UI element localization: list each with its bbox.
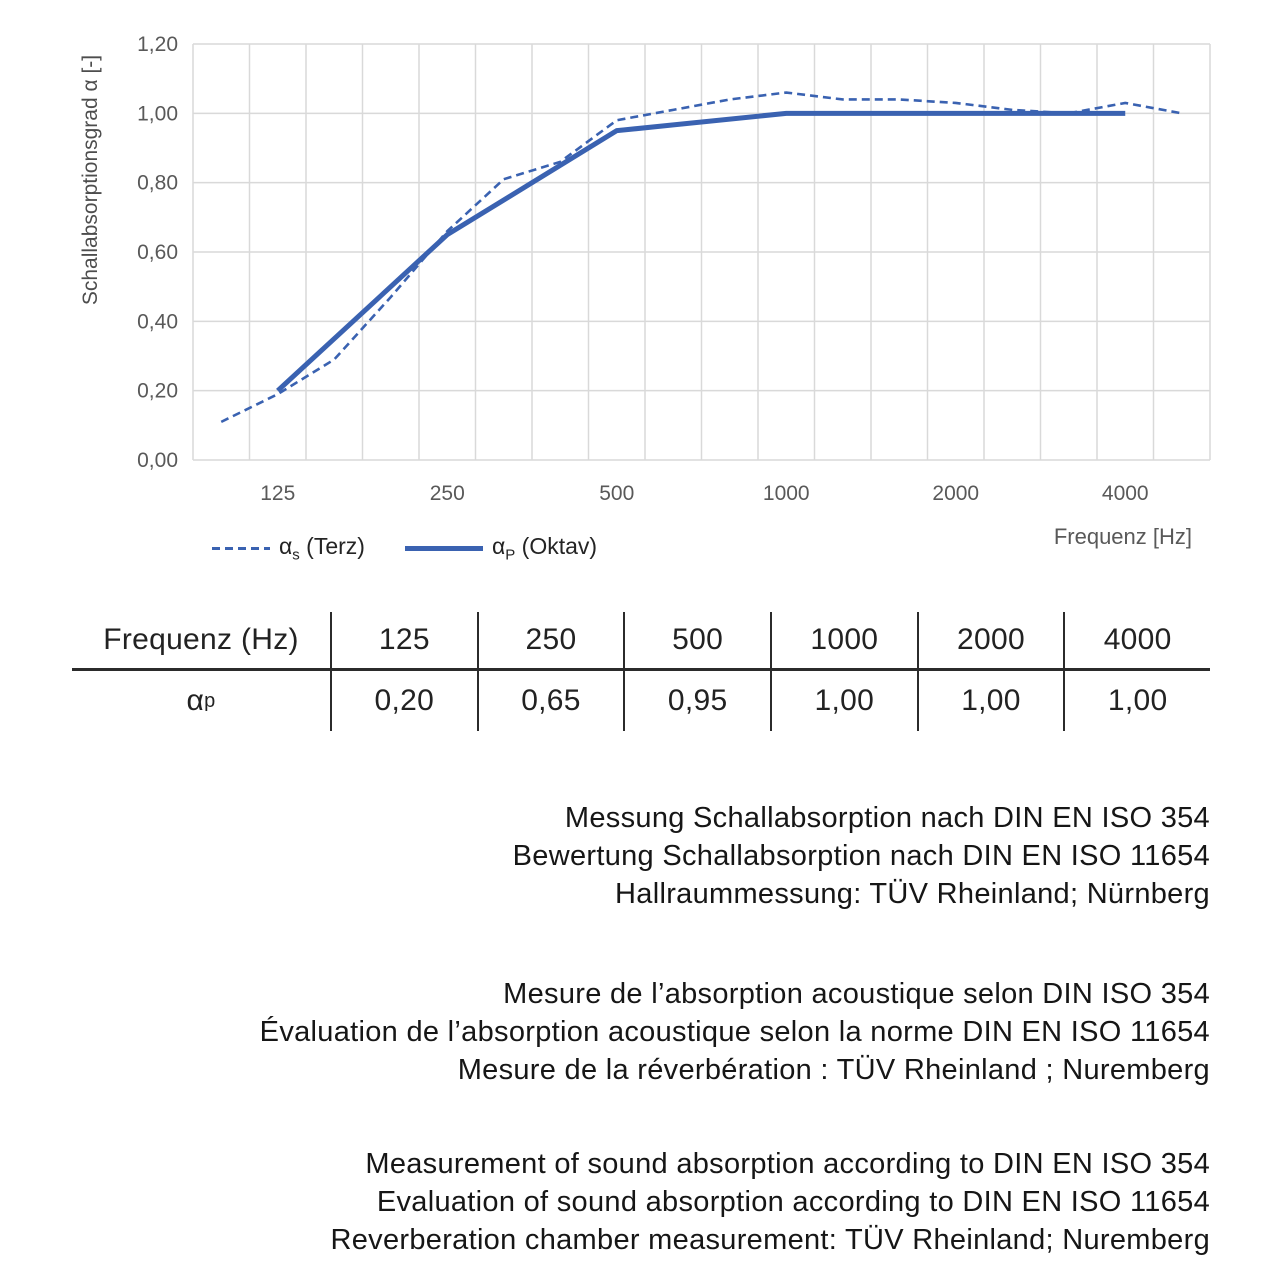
x-tick-label: 250 <box>429 482 465 505</box>
y-axis-tick-labels <box>137 33 178 472</box>
x-axis-tick-labels <box>260 482 1148 505</box>
dashed-line-swatch <box>212 547 270 550</box>
text-line: Evaluation of sound absorption according to DIN EN ISO 11654 <box>376 1186 1210 1218</box>
table-header-freq: 4000 <box>1063 612 1210 671</box>
alpha-symbol: α <box>186 684 205 717</box>
text-line: Reverberation chamber measurement: TÜV Rheinland; Nuremberg <box>330 1224 1210 1256</box>
table-header-freq: 1000 <box>770 612 917 671</box>
table-value: 0,20 <box>330 671 477 731</box>
text-block-english <box>330 1145 1210 1259</box>
legend-subscript: P <box>505 546 516 564</box>
y-tick-label: 1,20 <box>137 33 178 56</box>
legend-item-oktav <box>405 533 597 564</box>
absorption-chart <box>0 0 1280 560</box>
y-axis-title: Schallabsorptionsgrad α [-] <box>79 54 102 306</box>
x-tick-label: 2000 <box>932 482 980 505</box>
y-tick-label: 0,60 <box>137 241 178 264</box>
legend-label-oktav <box>492 533 597 564</box>
table-header-freq: 125 <box>330 612 477 671</box>
table-value: 0,95 <box>623 671 770 731</box>
table-value: 1,00 <box>1063 671 1210 731</box>
legend-symbol: α <box>279 533 293 559</box>
alpha-subscript: p <box>204 689 216 712</box>
table-value: 1,00 <box>917 671 1064 731</box>
text-line: Évaluation de l’absorption acoustique selon la norme DIN EN ISO 11654 <box>259 1016 1210 1048</box>
table-value: 1,00 <box>770 671 917 731</box>
table-header-freq: 250 <box>477 612 624 671</box>
text-line: Mesure de l’absorption acoustique selon DIN ISO 354 <box>503 978 1210 1010</box>
solid-line-swatch <box>405 546 483 551</box>
table-header-freq: 500 <box>623 612 770 671</box>
text-line: Messung Schallabsorption nach DIN EN ISO 354 <box>564 802 1210 834</box>
table-row-label <box>72 671 330 731</box>
text-block-german <box>513 799 1210 913</box>
table-value: 0,65 <box>477 671 624 731</box>
y-tick-label: 0,80 <box>137 171 178 195</box>
text-line: Hallraummessung: TÜV Rheinland; Nürnberg <box>615 878 1210 910</box>
text-line: Mesure de la réverbération : TÜV Rheinland ; Nuremberg <box>457 1054 1210 1086</box>
x-tick-label: 4000 <box>1101 482 1149 505</box>
y-tick-label: 0,20 <box>137 379 178 403</box>
legend-text: (Oktav) <box>515 533 598 559</box>
y-tick-label: 0,40 <box>137 310 178 334</box>
table-header-freq: 2000 <box>917 612 1064 671</box>
legend-subscript: s <box>292 546 300 564</box>
absorption-table <box>72 612 1210 731</box>
text-line: Bewertung Schallabsorption nach DIN EN ISO 11654 <box>512 840 1210 872</box>
x-axis-title: Frequenz [Hz] <box>1053 524 1192 549</box>
x-tick-label: 1000 <box>762 482 810 505</box>
chart-legend <box>212 533 597 564</box>
legend-symbol: α <box>491 533 506 559</box>
x-tick-label: 500 <box>599 482 635 505</box>
legend-text: (Terz) <box>299 533 365 559</box>
legend-item-terz <box>212 533 365 564</box>
text-line: Measurement of sound absorption according to DIN EN ISO 354 <box>365 1148 1210 1180</box>
y-tick-label: 0,00 <box>137 449 178 472</box>
y-tick-label: 1,00 <box>137 102 178 126</box>
table-header-label: Frequenz (Hz) <box>72 612 330 671</box>
x-tick-label: 125 <box>260 482 296 505</box>
text-block-french <box>260 975 1210 1089</box>
chart-gridlines <box>193 44 1210 460</box>
legend-label-terz <box>279 533 365 564</box>
